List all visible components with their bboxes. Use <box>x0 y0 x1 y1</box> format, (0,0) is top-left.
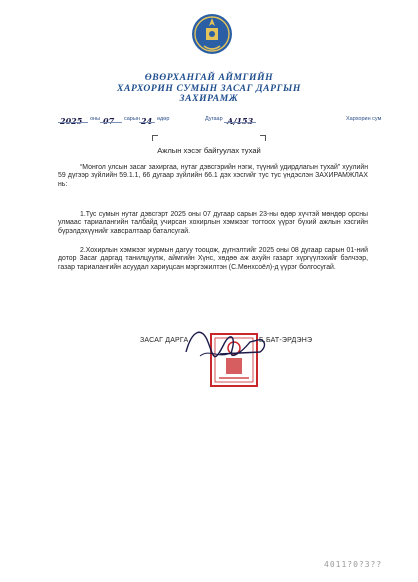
number-label: Дугаар <box>205 116 223 122</box>
paragraph-item-2: 2.Хохирлын хэмжээг журмын дагуу тооцож, дүгнэлтийг 2025 оны 08 дугаар сарын 01-ний дотор Засаг даргад танилцуулж, аймгийн Хүнс, хөдөө аж ахуйн газарт хүргүүлэхийг бэлчээр, газар тариалангийн асуудал хариуцсан мэргэжилтэн (С.Мөнхсоёл)-д үүрэг болгосугай. <box>58 247 368 271</box>
date-year-suffix: оны <box>90 116 101 122</box>
header-line-governor: ХАРХОРИН СУМЫН ЗАСАГ ДАРГЫН <box>117 83 301 94</box>
date-month: 07 <box>103 116 115 126</box>
signatory-name: Б.БАТ-ЭРДЭНЭ <box>259 337 313 344</box>
document-title: Ажлын хэсэг байгуулах тухай <box>157 146 261 155</box>
place-name: Хархорин сум <box>346 116 382 122</box>
date-day-suffix: өдөр <box>157 116 170 122</box>
paragraph-preamble: “Монгол улсын засаг захиргаа, нутаг дэвсгэрийн нэгж, түүний удирдлагын тухай” хуулийн 59 дүгээр зүйлийн 59.1.1, 66 дугаар зүйлийн 66.1 дэх хэсгийг тус тус үндэслэн ЗАХИРАМЖЛАХ нь: <box>58 164 368 188</box>
header-line-aimag: ӨВӨРХАНГАЙ АЙМГИЙН <box>144 72 274 83</box>
date-month-suffix: сарын <box>124 116 140 122</box>
signatory-position: ЗАСАГ ДАРГА <box>140 337 189 344</box>
corner-mark <box>260 135 266 141</box>
decree-number: А/153 <box>227 116 254 126</box>
corner-mark <box>152 135 158 141</box>
date-year: 2025 <box>60 116 83 126</box>
paragraph-item-1: 1.Тус сумын нутаг дэвсгэрт 2025 оны 07 дугаар сарын 23-ны өдөр хүчтэй мөндөр орсны улмаас тариалангийн талбайд учирсан хохирлын хэмжээг тогтоох үүрэг бүхий ажлын хэсгийн бүрэлдэхүүнийг хавсралтаар баталсугай. <box>58 211 368 235</box>
document-barcode: 4011?0?3?? <box>324 560 383 569</box>
header-line-decree: ЗАХИРАМЖ <box>179 93 239 104</box>
state-emblem-icon <box>191 12 233 56</box>
date-day: 24 <box>141 116 153 126</box>
date-line <box>0 111 418 127</box>
handwritten-signature-icon <box>180 322 275 372</box>
